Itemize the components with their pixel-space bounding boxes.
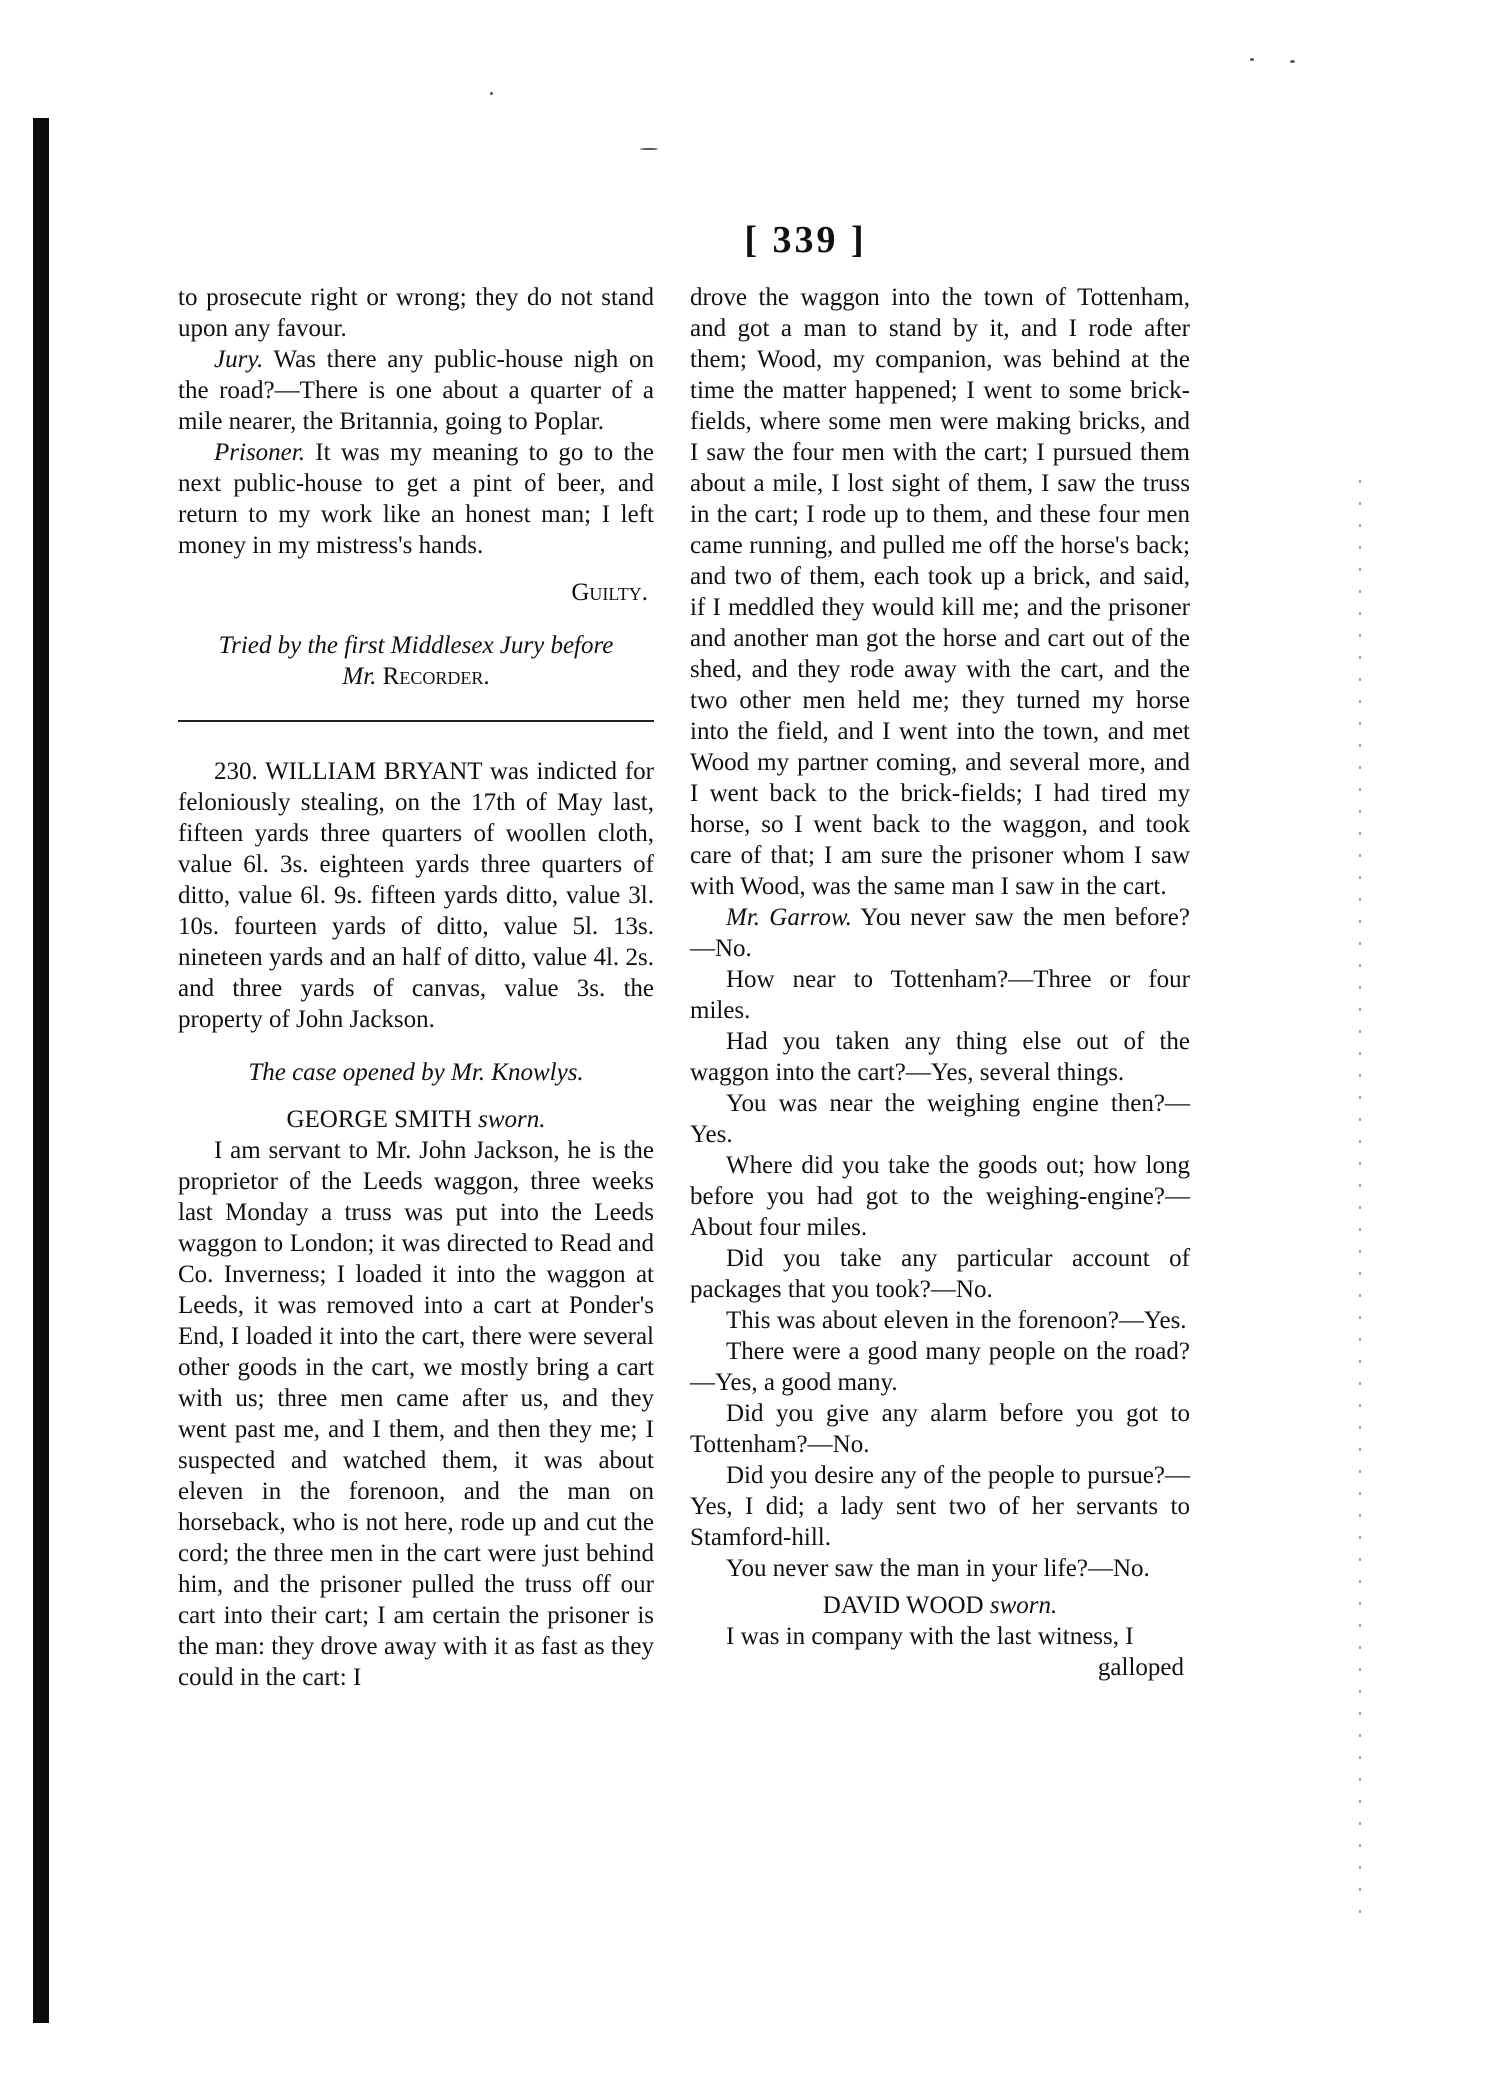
witness-heading bbox=[690, 1590, 1190, 1621]
verdict: Guilty. bbox=[571, 579, 648, 606]
case-indictment: 230. WILLIAM BRYANT was indicted for feloniously stealing, on the 17th of May last, fifteen yards three quarters of woollen cloth, value 6l. 3s. eighteen yards three quarters of ditto, value 6l. 9s. fifteen yards ditto, value 3l. 10s. fourteen yards of ditto, value 5l. 13s. nineteen yards and an half of ditto, value 4l. 2s. and three yards of canvas, value 3s. the property of John Jackson. bbox=[178, 758, 654, 1033]
scan-edge-marks bbox=[1359, 480, 1361, 1930]
tried-line: Tried by the first Middlesex Jury before bbox=[218, 632, 614, 659]
continued-testimony: drove the waggon into the town of Tottenham, and got a man to stand by it, and I rode after them; Wood, my companion, was behind at the time the matter happened; I went to some brick-fields, where some men were making bricks, and I saw the four men with the cart; I pursued them about a mile, I lost sight of them, I saw the truss in the cart; I rode up to them, and these four men came running, and pulled me off the horse's back; and two of them, each took up a brick, and said, if I meddled they would kill me; and the prisoner and another man got the horse and cart out of the shed, and they rode away with the cart, and the two other men held me; they turned my horse into the field, and I went into the town, and met Wood my partner coming, and several more, and I went back to the brick-fields; I had tired my horse, so I went back to the waggon, and took care of that; I am sure the prisoner whom I saw with Wood, was the same man I saw in the cart. bbox=[690, 284, 1190, 900]
qa-line: You never saw the man in your life?—No. bbox=[726, 1555, 1150, 1582]
speaker-label: Mr. Garrow. bbox=[726, 904, 852, 931]
tried-mr: Mr. bbox=[342, 663, 377, 690]
tried-recorder: Recorder. bbox=[382, 663, 490, 690]
continued-paragraph: to prosecute right or wrong; they do not stand upon any favour. bbox=[178, 284, 654, 342]
qa-line: Where did you take the goods out; how long before you had got to the weighing-engine?—About four miles. bbox=[690, 1152, 1190, 1241]
case-opened-note: The case opened by Mr. Knowlys. bbox=[248, 1059, 584, 1086]
qa-line: Had you taken any thing else out of the waggon into the cart?—Yes, several things. bbox=[690, 1028, 1190, 1086]
question-text: You never saw the men before?—No. bbox=[690, 904, 1190, 962]
scan-speck bbox=[1290, 60, 1295, 63]
right-column bbox=[690, 282, 1190, 1683]
speaker-label: Jury. bbox=[214, 346, 264, 373]
cross-examination bbox=[690, 902, 1190, 964]
question-text: Was there any public-house nigh on the road?—There is one about a quarter of a mile nearer, the Britannia, going to Poplar. bbox=[178, 346, 654, 435]
catchword: galloped bbox=[1097, 1654, 1184, 1681]
prisoner-defence bbox=[178, 437, 654, 561]
speaker-label: Prisoner. bbox=[214, 439, 305, 466]
section-divider bbox=[178, 720, 654, 722]
qa-line: Did you desire any of the people to pursue?—Yes, I did; a lady sent two of her servants to Stamford-hill. bbox=[690, 1462, 1190, 1551]
sworn-label: sworn. bbox=[478, 1106, 546, 1133]
qa-line: Did you take any particular account of packages that you took?—No. bbox=[690, 1245, 1190, 1303]
scan-speck bbox=[490, 92, 493, 95]
qa-line: There were a good many people on the road?—Yes, a good many. bbox=[690, 1338, 1190, 1396]
page-number: [ 339 ] bbox=[744, 219, 867, 261]
qa-line: Did you give any alarm before you got to Tottenham?—No. bbox=[690, 1400, 1190, 1458]
jury-question bbox=[178, 344, 654, 437]
scan-speck bbox=[1250, 58, 1254, 61]
witness-heading bbox=[178, 1104, 654, 1135]
qa-line: How near to Tottenham?—Three or four miles. bbox=[690, 966, 1190, 1024]
witness-testimony: I was in company with the last witness, I bbox=[726, 1623, 1134, 1650]
tried-note bbox=[178, 630, 654, 692]
left-column bbox=[178, 282, 654, 1693]
qa-line: This was about eleven in the forenoon?—Yes. bbox=[726, 1307, 1187, 1334]
scan-speck bbox=[640, 148, 658, 150]
defence-text: It was my meaning to go to the next public-house to get a pint of beer, and return to my work like an honest man; I left money in my mistress's hands. bbox=[178, 439, 655, 559]
page-spine-shadow bbox=[33, 118, 49, 2023]
witness-name: GEORGE SMITH bbox=[286, 1106, 472, 1133]
witness-testimony: I am servant to Mr. John Jackson, he is the proprietor of the Leeds waggon, three weeks last Monday a truss was put into the Leeds waggon to London; it was directed to Read and Co. Inverness; I loaded it into the waggon at Leeds, it was removed into a cart at Ponder's End, I loaded it into the cart, there were several other goods in the cart, we mostly bring a cart with us; three men came after us, and they went past me, and I them, and then they me; I suspected and watched them, it was about eleven in the forenoon, and the man on horseback, who is not here, rode up and cut the cord; the three men in the cart were just behind him, and the prisoner pulled the truss off our cart into their cart; I am certain the prisoner is the man: they drove away with it as fast as they could in the cart: I bbox=[178, 1137, 654, 1691]
sworn-label: sworn. bbox=[989, 1592, 1058, 1619]
witness-name: DAVID WOOD bbox=[822, 1592, 984, 1619]
qa-line: You was near the weighing engine then?—Yes. bbox=[690, 1090, 1190, 1148]
